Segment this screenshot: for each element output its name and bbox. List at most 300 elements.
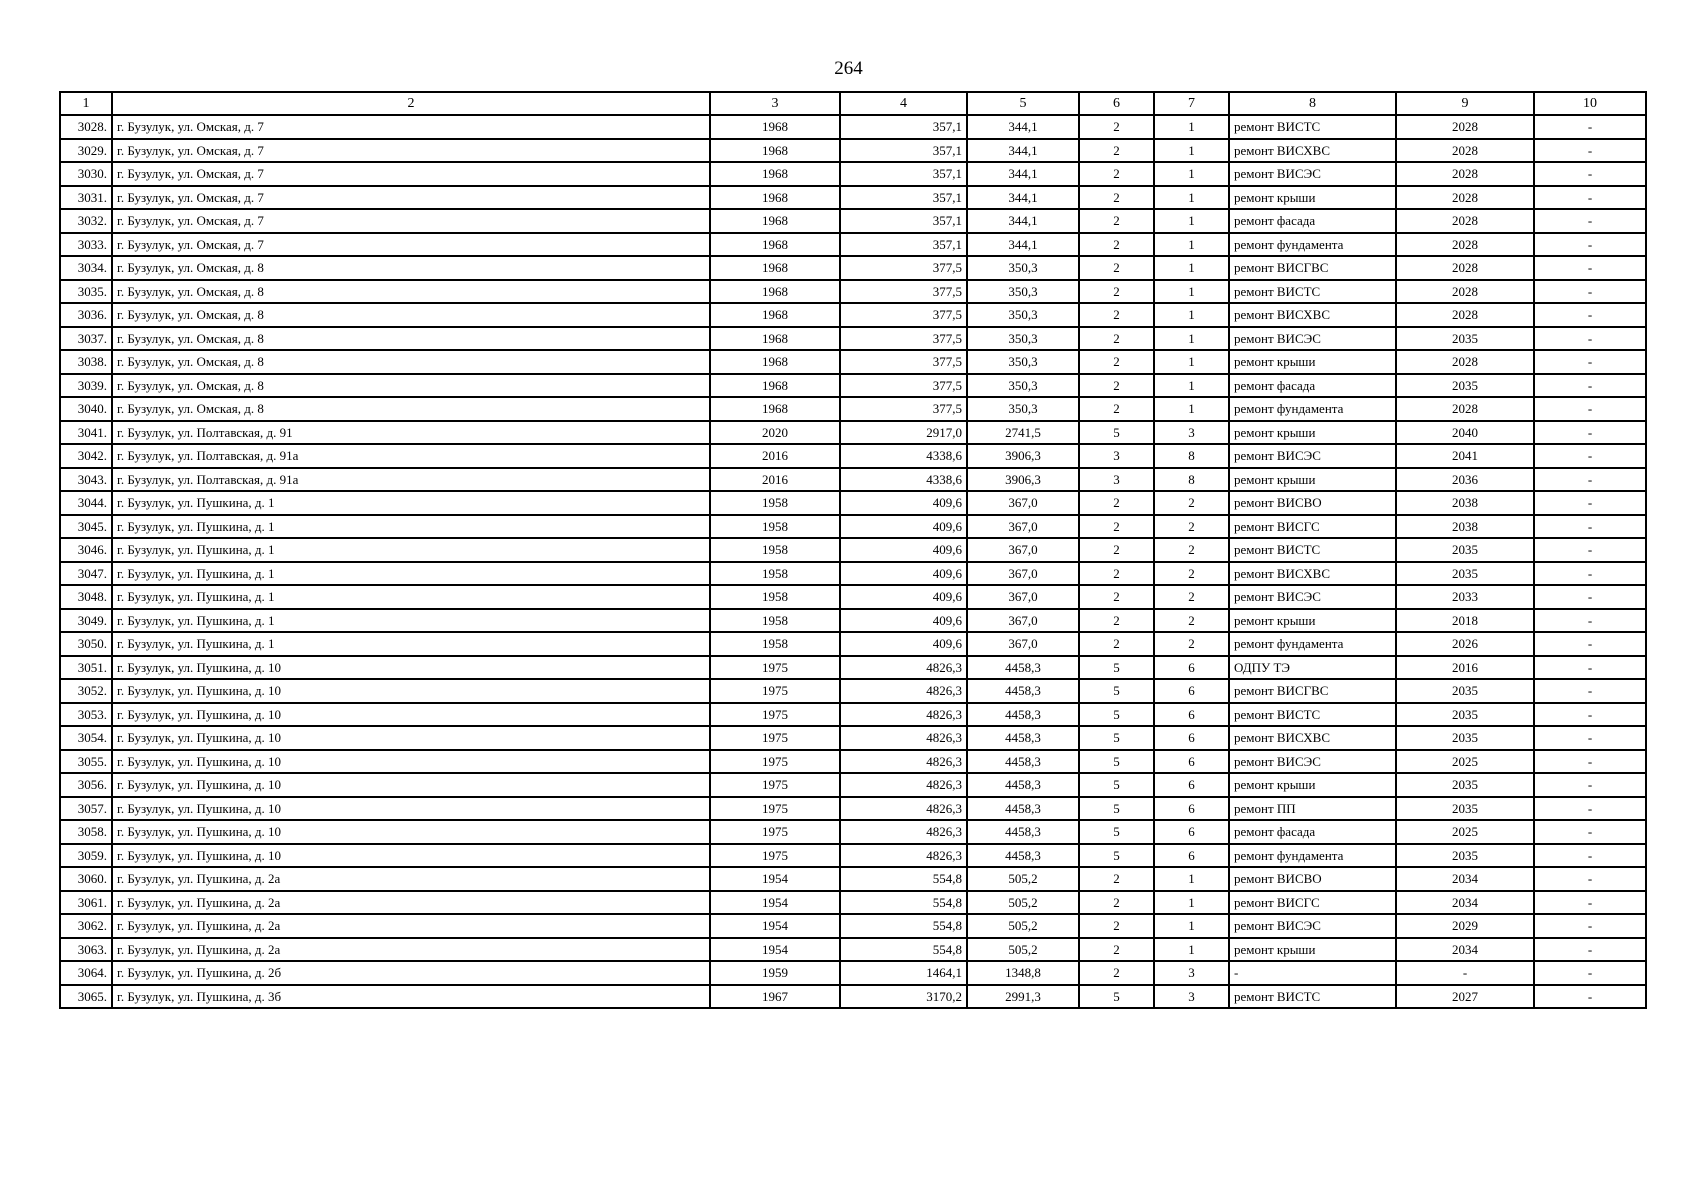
living-area-cell: 350,3 — [967, 280, 1079, 304]
year-cell: 2020 — [710, 421, 840, 445]
total-area-cell: 1464,1 — [840, 961, 967, 985]
entrances-cell: 3 — [1154, 421, 1229, 445]
note-cell: - — [1534, 867, 1646, 891]
note-cell: - — [1534, 538, 1646, 562]
year-cell: 1954 — [710, 891, 840, 915]
planned-year-cell: 2026 — [1396, 632, 1534, 656]
table-row — [60, 491, 1646, 515]
entrances-cell: 6 — [1154, 656, 1229, 680]
entrances-cell: 2 — [1154, 491, 1229, 515]
entrances-cell: 3 — [1154, 985, 1229, 1009]
planned-year-cell: 2038 — [1396, 515, 1534, 539]
address-cell: г. Бузулук, ул. Пушкина, д. 2б — [112, 961, 710, 985]
year-cell: 1968 — [710, 303, 840, 327]
note-cell: - — [1534, 397, 1646, 421]
note-cell: - — [1534, 421, 1646, 445]
planned-year-cell: 2035 — [1396, 773, 1534, 797]
address-cell: г. Бузулук, ул. Пушкина, д. 1 — [112, 609, 710, 633]
note-cell: - — [1534, 632, 1646, 656]
address-cell: г. Бузулук, ул. Пушкина, д. 10 — [112, 820, 710, 844]
table-row — [60, 773, 1646, 797]
address-cell: г. Бузулук, ул. Пушкина, д. 1 — [112, 585, 710, 609]
entrances-cell: 1 — [1154, 397, 1229, 421]
work-type-cell: ремонт крыши — [1229, 468, 1396, 492]
living-area-cell: 505,2 — [967, 938, 1079, 962]
floors-cell: 2 — [1079, 374, 1154, 398]
planned-year-cell: 2041 — [1396, 444, 1534, 468]
floors-cell: 2 — [1079, 491, 1154, 515]
year-cell: 1975 — [710, 844, 840, 868]
entrances-cell: 2 — [1154, 562, 1229, 586]
address-cell: г. Бузулук, ул. Омская, д. 8 — [112, 397, 710, 421]
total-area-cell: 377,5 — [840, 374, 967, 398]
year-cell: 1958 — [710, 515, 840, 539]
living-area-cell: 4458,3 — [967, 773, 1079, 797]
note-cell: - — [1534, 209, 1646, 233]
living-area-cell: 4458,3 — [967, 679, 1079, 703]
planned-year-cell: 2035 — [1396, 327, 1534, 351]
year-cell: 1968 — [710, 374, 840, 398]
total-area-cell: 4826,3 — [840, 679, 967, 703]
note-cell: - — [1534, 444, 1646, 468]
planned-year-cell: 2035 — [1396, 797, 1534, 821]
living-area-cell: 367,0 — [967, 538, 1079, 562]
living-area-cell: 367,0 — [967, 609, 1079, 633]
living-area-cell: 4458,3 — [967, 797, 1079, 821]
floors-cell: 5 — [1079, 421, 1154, 445]
living-area-cell: 2991,3 — [967, 985, 1079, 1009]
table-row — [60, 468, 1646, 492]
note-cell: - — [1534, 562, 1646, 586]
table-row — [60, 421, 1646, 445]
row-number-cell: 3037. — [60, 327, 112, 351]
table-row — [60, 844, 1646, 868]
note-cell: - — [1534, 679, 1646, 703]
entrances-cell: 6 — [1154, 679, 1229, 703]
table-row — [60, 327, 1646, 351]
address-cell: г. Бузулук, ул. Омская, д. 7 — [112, 209, 710, 233]
total-area-cell: 4826,3 — [840, 726, 967, 750]
floors-cell: 2 — [1079, 280, 1154, 304]
row-number-cell: 3035. — [60, 280, 112, 304]
planned-year-cell: 2028 — [1396, 256, 1534, 280]
row-number-cell: 3034. — [60, 256, 112, 280]
year-cell: 1968 — [710, 280, 840, 304]
row-number-cell: 3048. — [60, 585, 112, 609]
work-type-cell: ремонт ВИСВО — [1229, 867, 1396, 891]
note-cell: - — [1534, 609, 1646, 633]
note-cell: - — [1534, 844, 1646, 868]
living-area-cell: 344,1 — [967, 115, 1079, 139]
work-type-cell: ремонт ПП — [1229, 797, 1396, 821]
year-cell: 1975 — [710, 726, 840, 750]
total-area-cell: 4826,3 — [840, 844, 967, 868]
row-number-cell: 3038. — [60, 350, 112, 374]
work-type-cell: ремонт фундамента — [1229, 397, 1396, 421]
table-row — [60, 209, 1646, 233]
year-cell: 1954 — [710, 867, 840, 891]
year-cell: 1975 — [710, 820, 840, 844]
work-type-cell: ремонт фасада — [1229, 820, 1396, 844]
total-area-cell: 554,8 — [840, 891, 967, 915]
floors-cell: 2 — [1079, 538, 1154, 562]
table-row — [60, 397, 1646, 421]
planned-year-cell: 2035 — [1396, 562, 1534, 586]
planned-year-cell: 2035 — [1396, 374, 1534, 398]
floors-cell: 2 — [1079, 350, 1154, 374]
table-row — [60, 280, 1646, 304]
entrances-cell: 6 — [1154, 773, 1229, 797]
floors-cell: 2 — [1079, 162, 1154, 186]
total-area-cell: 357,1 — [840, 162, 967, 186]
entrances-cell: 1 — [1154, 186, 1229, 210]
row-number-cell: 3041. — [60, 421, 112, 445]
planned-year-cell: 2028 — [1396, 280, 1534, 304]
year-cell: 1968 — [710, 256, 840, 280]
total-area-cell: 554,8 — [840, 914, 967, 938]
address-cell: г. Бузулук, ул. Омская, д. 7 — [112, 115, 710, 139]
address-cell: г. Бузулук, ул. Пушкина, д. 1 — [112, 515, 710, 539]
row-number-cell: 3057. — [60, 797, 112, 821]
planned-year-cell: 2034 — [1396, 938, 1534, 962]
planned-year-cell: 2034 — [1396, 891, 1534, 915]
entrances-cell: 1 — [1154, 891, 1229, 915]
year-cell: 2016 — [710, 468, 840, 492]
entrances-cell: 2 — [1154, 538, 1229, 562]
floors-cell: 2 — [1079, 632, 1154, 656]
row-number-cell: 3042. — [60, 444, 112, 468]
living-area-cell: 344,1 — [967, 162, 1079, 186]
table-row — [60, 374, 1646, 398]
note-cell: - — [1534, 374, 1646, 398]
work-type-cell: ремонт фундамента — [1229, 844, 1396, 868]
entrances-cell: 8 — [1154, 444, 1229, 468]
note-cell: - — [1534, 233, 1646, 257]
table-row — [60, 985, 1646, 1009]
note-cell: - — [1534, 491, 1646, 515]
work-type-cell: ремонт ВИСТС — [1229, 538, 1396, 562]
work-type-cell: ремонт ВИСХВС — [1229, 562, 1396, 586]
entrances-cell: 2 — [1154, 585, 1229, 609]
note-cell: - — [1534, 773, 1646, 797]
row-number-cell: 3051. — [60, 656, 112, 680]
living-area-cell: 4458,3 — [967, 703, 1079, 727]
floors-cell: 5 — [1079, 656, 1154, 680]
work-type-cell: ремонт ВИСХВС — [1229, 303, 1396, 327]
entrances-cell: 1 — [1154, 914, 1229, 938]
total-area-cell: 357,1 — [840, 233, 967, 257]
floors-cell: 2 — [1079, 867, 1154, 891]
floors-cell: 5 — [1079, 844, 1154, 868]
note-cell: - — [1534, 515, 1646, 539]
planned-year-cell: 2033 — [1396, 585, 1534, 609]
work-type-cell: ремонт крыши — [1229, 773, 1396, 797]
address-cell: г. Бузулук, ул. Пушкина, д. 2а — [112, 914, 710, 938]
entrances-cell: 1 — [1154, 374, 1229, 398]
page-number: 264 — [834, 58, 863, 79]
table-row — [60, 233, 1646, 257]
planned-year-cell: 2035 — [1396, 844, 1534, 868]
header-row — [60, 92, 1646, 115]
planned-year-cell: 2036 — [1396, 468, 1534, 492]
year-cell: 1959 — [710, 961, 840, 985]
row-number-cell: 3031. — [60, 186, 112, 210]
planned-year-cell: 2035 — [1396, 679, 1534, 703]
living-area-cell: 350,3 — [967, 303, 1079, 327]
address-cell: г. Бузулук, ул. Омская, д. 7 — [112, 139, 710, 163]
planned-year-cell: 2035 — [1396, 538, 1534, 562]
row-number-cell: 3053. — [60, 703, 112, 727]
table-row — [60, 515, 1646, 539]
living-area-cell: 344,1 — [967, 139, 1079, 163]
housing-repair-table — [59, 91, 1647, 1009]
total-area-cell: 4826,3 — [840, 656, 967, 680]
address-cell: г. Бузулук, ул. Полтавская, д. 91 — [112, 421, 710, 445]
address-cell: г. Бузулук, ул. Пушкина, д. 2а — [112, 867, 710, 891]
planned-year-cell: 2028 — [1396, 186, 1534, 210]
living-area-cell: 505,2 — [967, 867, 1079, 891]
total-area-cell: 4826,3 — [840, 750, 967, 774]
planned-year-cell: 2035 — [1396, 703, 1534, 727]
table-row — [60, 820, 1646, 844]
entrances-cell: 6 — [1154, 797, 1229, 821]
table-row — [60, 679, 1646, 703]
planned-year-cell: 2016 — [1396, 656, 1534, 680]
note-cell: - — [1534, 703, 1646, 727]
floors-cell: 5 — [1079, 750, 1154, 774]
year-cell: 1958 — [710, 538, 840, 562]
total-area-cell: 377,5 — [840, 303, 967, 327]
entrances-cell: 1 — [1154, 256, 1229, 280]
table-row — [60, 726, 1646, 750]
address-cell: г. Бузулук, ул. Омская, д. 8 — [112, 374, 710, 398]
planned-year-cell: 2027 — [1396, 985, 1534, 1009]
table-row — [60, 703, 1646, 727]
row-number-cell: 3054. — [60, 726, 112, 750]
living-area-cell: 3906,3 — [967, 468, 1079, 492]
row-number-cell: 3032. — [60, 209, 112, 233]
living-area-cell: 4458,3 — [967, 844, 1079, 868]
work-type-cell: ремонт ВИСХВС — [1229, 726, 1396, 750]
note-cell: - — [1534, 891, 1646, 915]
planned-year-cell: 2029 — [1396, 914, 1534, 938]
address-cell: г. Бузулук, ул. Омская, д. 7 — [112, 162, 710, 186]
planned-year-cell: 2028 — [1396, 209, 1534, 233]
column-header: 5 — [967, 92, 1079, 115]
entrances-cell: 1 — [1154, 327, 1229, 351]
total-area-cell: 357,1 — [840, 139, 967, 163]
entrances-cell: 6 — [1154, 703, 1229, 727]
entrances-cell: 6 — [1154, 726, 1229, 750]
row-number-cell: 3061. — [60, 891, 112, 915]
floors-cell: 3 — [1079, 468, 1154, 492]
table-row — [60, 303, 1646, 327]
entrances-cell: 1 — [1154, 280, 1229, 304]
column-header: 7 — [1154, 92, 1229, 115]
entrances-cell: 1 — [1154, 209, 1229, 233]
note-cell: - — [1534, 985, 1646, 1009]
year-cell: 1968 — [710, 115, 840, 139]
address-cell: г. Бузулук, ул. Омская, д. 8 — [112, 280, 710, 304]
row-number-cell: 3047. — [60, 562, 112, 586]
table-row — [60, 609, 1646, 633]
year-cell: 1958 — [710, 562, 840, 586]
address-cell: г. Бузулук, ул. Пушкина, д. 3б — [112, 985, 710, 1009]
address-cell: г. Бузулук, ул. Омская, д. 7 — [112, 233, 710, 257]
column-header: 9 — [1396, 92, 1534, 115]
total-area-cell: 377,5 — [840, 256, 967, 280]
work-type-cell: ремонт ВИСЭС — [1229, 914, 1396, 938]
year-cell: 1954 — [710, 914, 840, 938]
work-type-cell: ремонт фасада — [1229, 374, 1396, 398]
work-type-cell: ремонт ВИСГВС — [1229, 256, 1396, 280]
note-cell: - — [1534, 656, 1646, 680]
work-type-cell: ремонт фасада — [1229, 209, 1396, 233]
note-cell: - — [1534, 350, 1646, 374]
living-area-cell: 4458,3 — [967, 656, 1079, 680]
note-cell: - — [1534, 186, 1646, 210]
total-area-cell: 409,6 — [840, 491, 967, 515]
table-row — [60, 867, 1646, 891]
address-cell: г. Бузулук, ул. Пушкина, д. 10 — [112, 679, 710, 703]
work-type-cell: ремонт крыши — [1229, 350, 1396, 374]
entrances-cell: 1 — [1154, 139, 1229, 163]
column-header: 10 — [1534, 92, 1646, 115]
planned-year-cell: 2018 — [1396, 609, 1534, 633]
column-header: 1 — [60, 92, 112, 115]
table-row — [60, 562, 1646, 586]
floors-cell: 5 — [1079, 726, 1154, 750]
year-cell: 1968 — [710, 397, 840, 421]
year-cell: 1958 — [710, 585, 840, 609]
row-number-cell: 3039. — [60, 374, 112, 398]
row-number-cell: 3029. — [60, 139, 112, 163]
total-area-cell: 377,5 — [840, 350, 967, 374]
table-row — [60, 961, 1646, 985]
work-type-cell: ремонт крыши — [1229, 938, 1396, 962]
row-number-cell: 3046. — [60, 538, 112, 562]
address-cell: г. Бузулук, ул. Пушкина, д. 1 — [112, 538, 710, 562]
total-area-cell: 409,6 — [840, 585, 967, 609]
address-cell: г. Бузулук, ул. Омская, д. 8 — [112, 256, 710, 280]
floors-cell: 2 — [1079, 186, 1154, 210]
note-cell: - — [1534, 585, 1646, 609]
address-cell: г. Бузулук, ул. Пушкина, д. 2а — [112, 891, 710, 915]
total-area-cell: 409,6 — [840, 632, 967, 656]
work-type-cell: ремонт ВИСЭС — [1229, 162, 1396, 186]
row-number-cell: 3040. — [60, 397, 112, 421]
row-number-cell: 3052. — [60, 679, 112, 703]
work-type-cell: ремонт ВИСТС — [1229, 703, 1396, 727]
year-cell: 1954 — [710, 938, 840, 962]
floors-cell: 2 — [1079, 209, 1154, 233]
note-cell: - — [1534, 750, 1646, 774]
floors-cell: 5 — [1079, 773, 1154, 797]
row-number-cell: 3050. — [60, 632, 112, 656]
living-area-cell: 505,2 — [967, 891, 1079, 915]
address-cell: г. Бузулук, ул. Пушкина, д. 10 — [112, 797, 710, 821]
total-area-cell: 377,5 — [840, 327, 967, 351]
entrances-cell: 6 — [1154, 844, 1229, 868]
work-type-cell: ремонт крыши — [1229, 186, 1396, 210]
living-area-cell: 3906,3 — [967, 444, 1079, 468]
table-row — [60, 750, 1646, 774]
total-area-cell: 554,8 — [840, 938, 967, 962]
address-cell: г. Бузулук, ул. Пушкина, д. 10 — [112, 844, 710, 868]
row-number-cell: 3059. — [60, 844, 112, 868]
address-cell: г. Бузулук, ул. Пушкина, д. 1 — [112, 562, 710, 586]
entrances-cell: 1 — [1154, 162, 1229, 186]
row-number-cell: 3044. — [60, 491, 112, 515]
floors-cell: 2 — [1079, 961, 1154, 985]
entrances-cell: 6 — [1154, 820, 1229, 844]
year-cell: 1958 — [710, 632, 840, 656]
living-area-cell: 4458,3 — [967, 726, 1079, 750]
total-area-cell: 377,5 — [840, 397, 967, 421]
row-number-cell: 3045. — [60, 515, 112, 539]
floors-cell: 2 — [1079, 938, 1154, 962]
note-cell: - — [1534, 162, 1646, 186]
work-type-cell: ремонт ВИСЭС — [1229, 585, 1396, 609]
year-cell: 2016 — [710, 444, 840, 468]
address-cell: г. Бузулук, ул. Пушкина, д. 1 — [112, 632, 710, 656]
living-area-cell: 350,3 — [967, 327, 1079, 351]
column-header: 8 — [1229, 92, 1396, 115]
living-area-cell: 2741,5 — [967, 421, 1079, 445]
living-area-cell: 350,3 — [967, 256, 1079, 280]
planned-year-cell: 2028 — [1396, 115, 1534, 139]
table-row — [60, 797, 1646, 821]
row-number-cell: 3055. — [60, 750, 112, 774]
entrances-cell: 8 — [1154, 468, 1229, 492]
living-area-cell: 367,0 — [967, 585, 1079, 609]
address-cell: г. Бузулук, ул. Пушкина, д. 10 — [112, 656, 710, 680]
row-number-cell: 3030. — [60, 162, 112, 186]
year-cell: 1975 — [710, 797, 840, 821]
planned-year-cell: 2028 — [1396, 303, 1534, 327]
column-header: 6 — [1079, 92, 1154, 115]
work-type-cell: - — [1229, 961, 1396, 985]
row-number-cell: 3033. — [60, 233, 112, 257]
table-row — [60, 350, 1646, 374]
total-area-cell: 4826,3 — [840, 820, 967, 844]
year-cell: 1958 — [710, 609, 840, 633]
floors-cell: 5 — [1079, 679, 1154, 703]
floors-cell: 2 — [1079, 914, 1154, 938]
work-type-cell: ремонт ВИСГС — [1229, 891, 1396, 915]
entrances-cell: 1 — [1154, 303, 1229, 327]
total-area-cell: 357,1 — [840, 186, 967, 210]
table-row — [60, 186, 1646, 210]
year-cell: 1975 — [710, 656, 840, 680]
planned-year-cell: 2040 — [1396, 421, 1534, 445]
living-area-cell: 367,0 — [967, 562, 1079, 586]
note-cell: - — [1534, 914, 1646, 938]
living-area-cell: 344,1 — [967, 186, 1079, 210]
work-type-cell: ОДПУ ТЭ — [1229, 656, 1396, 680]
floors-cell: 5 — [1079, 985, 1154, 1009]
work-type-cell: ремонт фундамента — [1229, 233, 1396, 257]
note-cell: - — [1534, 256, 1646, 280]
entrances-cell: 1 — [1154, 233, 1229, 257]
address-cell: г. Бузулук, ул. Пушкина, д. 10 — [112, 703, 710, 727]
column-header: 2 — [112, 92, 710, 115]
total-area-cell: 357,1 — [840, 115, 967, 139]
year-cell: 1968 — [710, 139, 840, 163]
planned-year-cell: 2028 — [1396, 233, 1534, 257]
planned-year-cell: 2038 — [1396, 491, 1534, 515]
table-row — [60, 585, 1646, 609]
